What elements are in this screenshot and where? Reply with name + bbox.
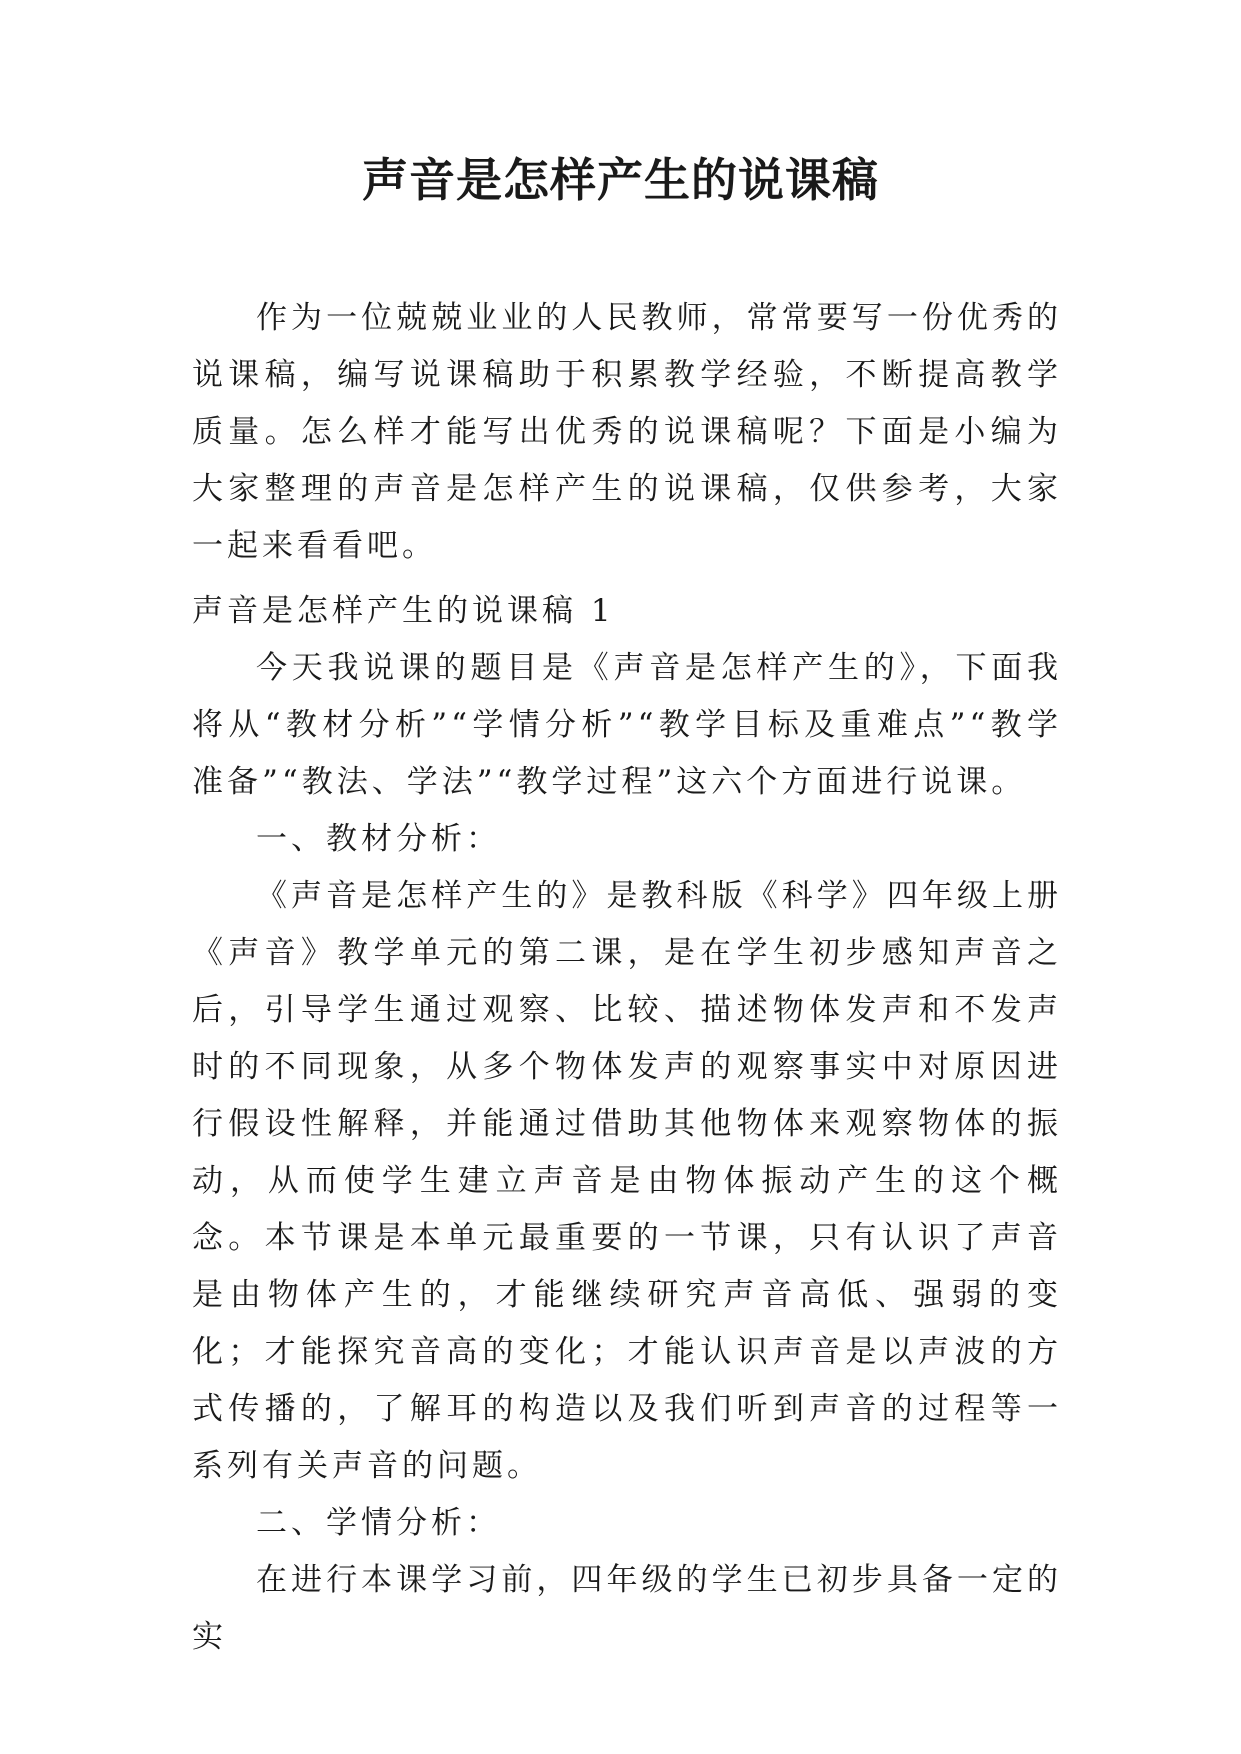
- paragraph-student-analysis: 在进行本课学习前，四年级的学生已初步具备一定的实: [192, 1562, 1062, 1655]
- section-1: [192, 583, 1062, 1666]
- paragraph-intro-topic: 今天我说课的题目是《声音是怎样产生的》，下面我将从“教材分析”“学情分析”“教学目标及重难点”“教学准备”“教法、学法”“教学过程”这六个方面进行说课。: [192, 650, 1062, 800]
- section-heading: 声音是怎样产生的说课稿 1: [192, 593, 615, 629]
- heading-textbook-analysis: 一、教材分析：: [256, 821, 501, 857]
- intro-block: [192, 290, 1062, 575]
- document-title: 声音是怎样产生的说课稿: [362, 153, 879, 207]
- heading-student-analysis: 二、学情分析：: [256, 1505, 501, 1541]
- intro-paragraph: 作为一位兢兢业业的人民教师，常常要写一份优秀的说课稿，编写说课稿助于积累教学经验，不断提高教学质量。怎么样才能写出优秀的说课稿呢？下面是小编为大家整理的声音是怎样产生的说课稿，仅供参考，大家一起来看看吧。: [192, 300, 1062, 564]
- paragraph-textbook-analysis: 《声音是怎样产生的》是教科版《科学》四年级上册《声音》教学单元的第二课，是在学生初步感知声音之后，引导学生通过观察、比较、描述物体发声和不发声时的不同现象，从多个物体发声的观察事实中对原因进行假设性解释，并能通过借助其他物体来观察物体的振动，从而使学生建立声音是由物体振动产生的这个概念。本节课是本单元最重要的一节课，只有认识了声音是由物体产生的，才能继续研究声音高低、强弱的变化；才能探究音高的变化；才能认识声音是以声波的方式传播的，了解耳的构造以及我们听到声音的过程等一系列有关声音的问题。: [192, 878, 1062, 1484]
